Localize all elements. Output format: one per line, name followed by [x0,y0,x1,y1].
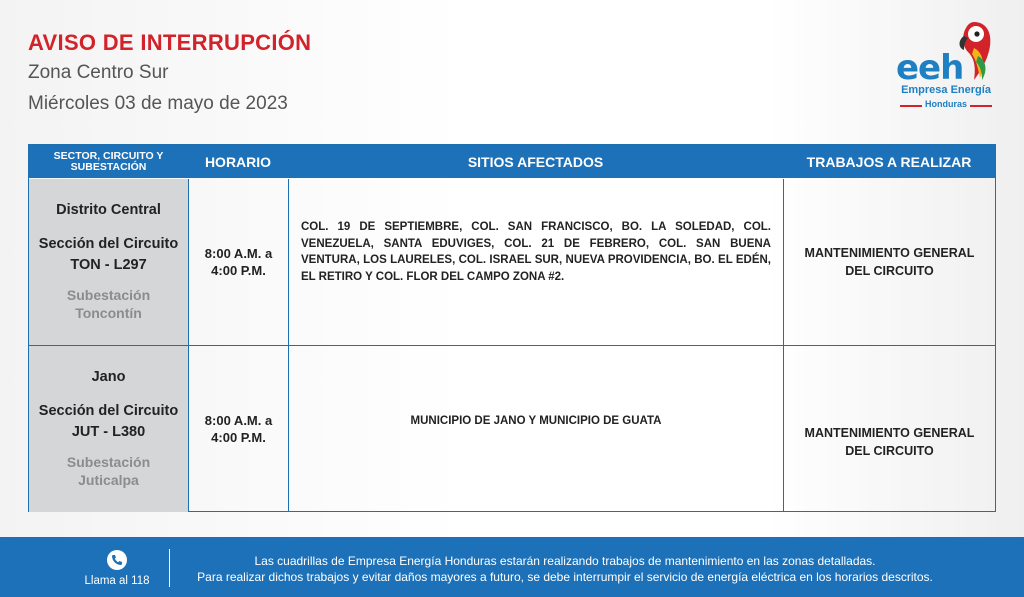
call-label[interactable]: Llama al 118 [84,575,150,587]
table-row [29,345,995,512]
header-sitios: SITIOS AFECTADOS [467,153,604,170]
trabajos-text: MANTENIMIENTO GENERAL DEL CIRCUITO [804,426,975,458]
horario-line-1: 8:00 A.M. a [204,413,273,428]
sector-cell [29,345,188,512]
substation-line-1: Subestación [66,287,151,303]
sitios-cell [288,179,783,345]
footer-message-line-2: Para realizar dichos trabajos y evitar daños mayores a futuro, se debe interrumpir el servicio de energía eléctrica en los horarios descritos. [197,570,933,584]
table-header [29,145,995,178]
substation-line-1: Subestación [66,454,151,470]
footer-bar [0,537,1024,597]
trabajos-cell [783,345,995,512]
circuit-line-2: TON - L297 [70,257,147,273]
sitios-text: MUNICIPIO DE JANO Y MUNICIPIO DE GUATA [410,414,662,427]
circuit-line-2: JUT - L380 [71,424,146,440]
substation-label [67,286,150,322]
sitios-text: COL. 19 DE SEPTIEMBRE, COL. SAN FRANCISCO, BO. LA SOLEDAD, COL. VENEZUELA, SANTA EDUVIGES, COL. 21 DE FEBRERO, COL. SAN BUENA VENTURA, LOS LAURELES, COL. ISRAEL SUR, NUEVA PROVIDENCIA, BO. EL EDÉN, EL RETIRO Y COL. FLOR DEL CAMPO ZONA #2. [301,221,771,283]
date-label: Miércoles 03 de mayo de 2023 [28,93,288,114]
substation-label [67,453,150,489]
circuit-label [39,401,178,443]
page-title: AVISO DE INTERRUPCIÓN [28,30,312,55]
footer-divider [169,549,170,587]
header-horario: HORARIO [204,153,272,170]
table-row [29,179,995,345]
brand-company-name: Empresa Energía [901,84,991,96]
horario-line-1: 8:00 A.M. a [204,246,273,261]
horario-cell [188,345,288,512]
substation-line-2: Toncontín [75,305,142,321]
brand-country-name: Honduras [924,99,967,109]
trabajos-cell [783,179,995,345]
logo-divider-right [970,105,992,107]
substation-line-2: Juticalpa [78,472,139,488]
brand-logo-text: eeh [896,48,964,88]
footer-message [175,553,955,585]
circuit-line-1: Sección del Circuito [38,403,179,419]
circuit-label [39,234,178,276]
eeh-logo [896,20,996,115]
footer-message-line-1: Las cuadrillas de Empresa Energía Honduras estarán realizando trabajos de mantenimiento en las zonas detalladas. [254,554,876,568]
circuit-line-1: Sección del Circuito [38,236,179,252]
sector-name: Distrito Central [56,202,161,218]
sector-name: Jano [91,369,126,385]
header-sector: SECTOR, CIRCUITO Y SUBESTACIÓN [53,149,164,173]
horario-line-2: 4:00 P.M. [211,263,266,278]
zone-label: Zona Centro Sur [28,62,169,83]
horario-line-2: 4:00 P.M. [211,430,266,445]
phone-icon[interactable] [107,550,127,570]
trabajos-text: MANTENIMIENTO GENERAL DEL CIRCUITO [804,246,975,278]
sitios-cell [288,345,783,512]
interruption-table [28,144,996,512]
header-trabajos: TRABAJOS A REALIZAR [806,153,972,170]
horario-cell [188,179,288,345]
sector-cell [29,179,188,345]
